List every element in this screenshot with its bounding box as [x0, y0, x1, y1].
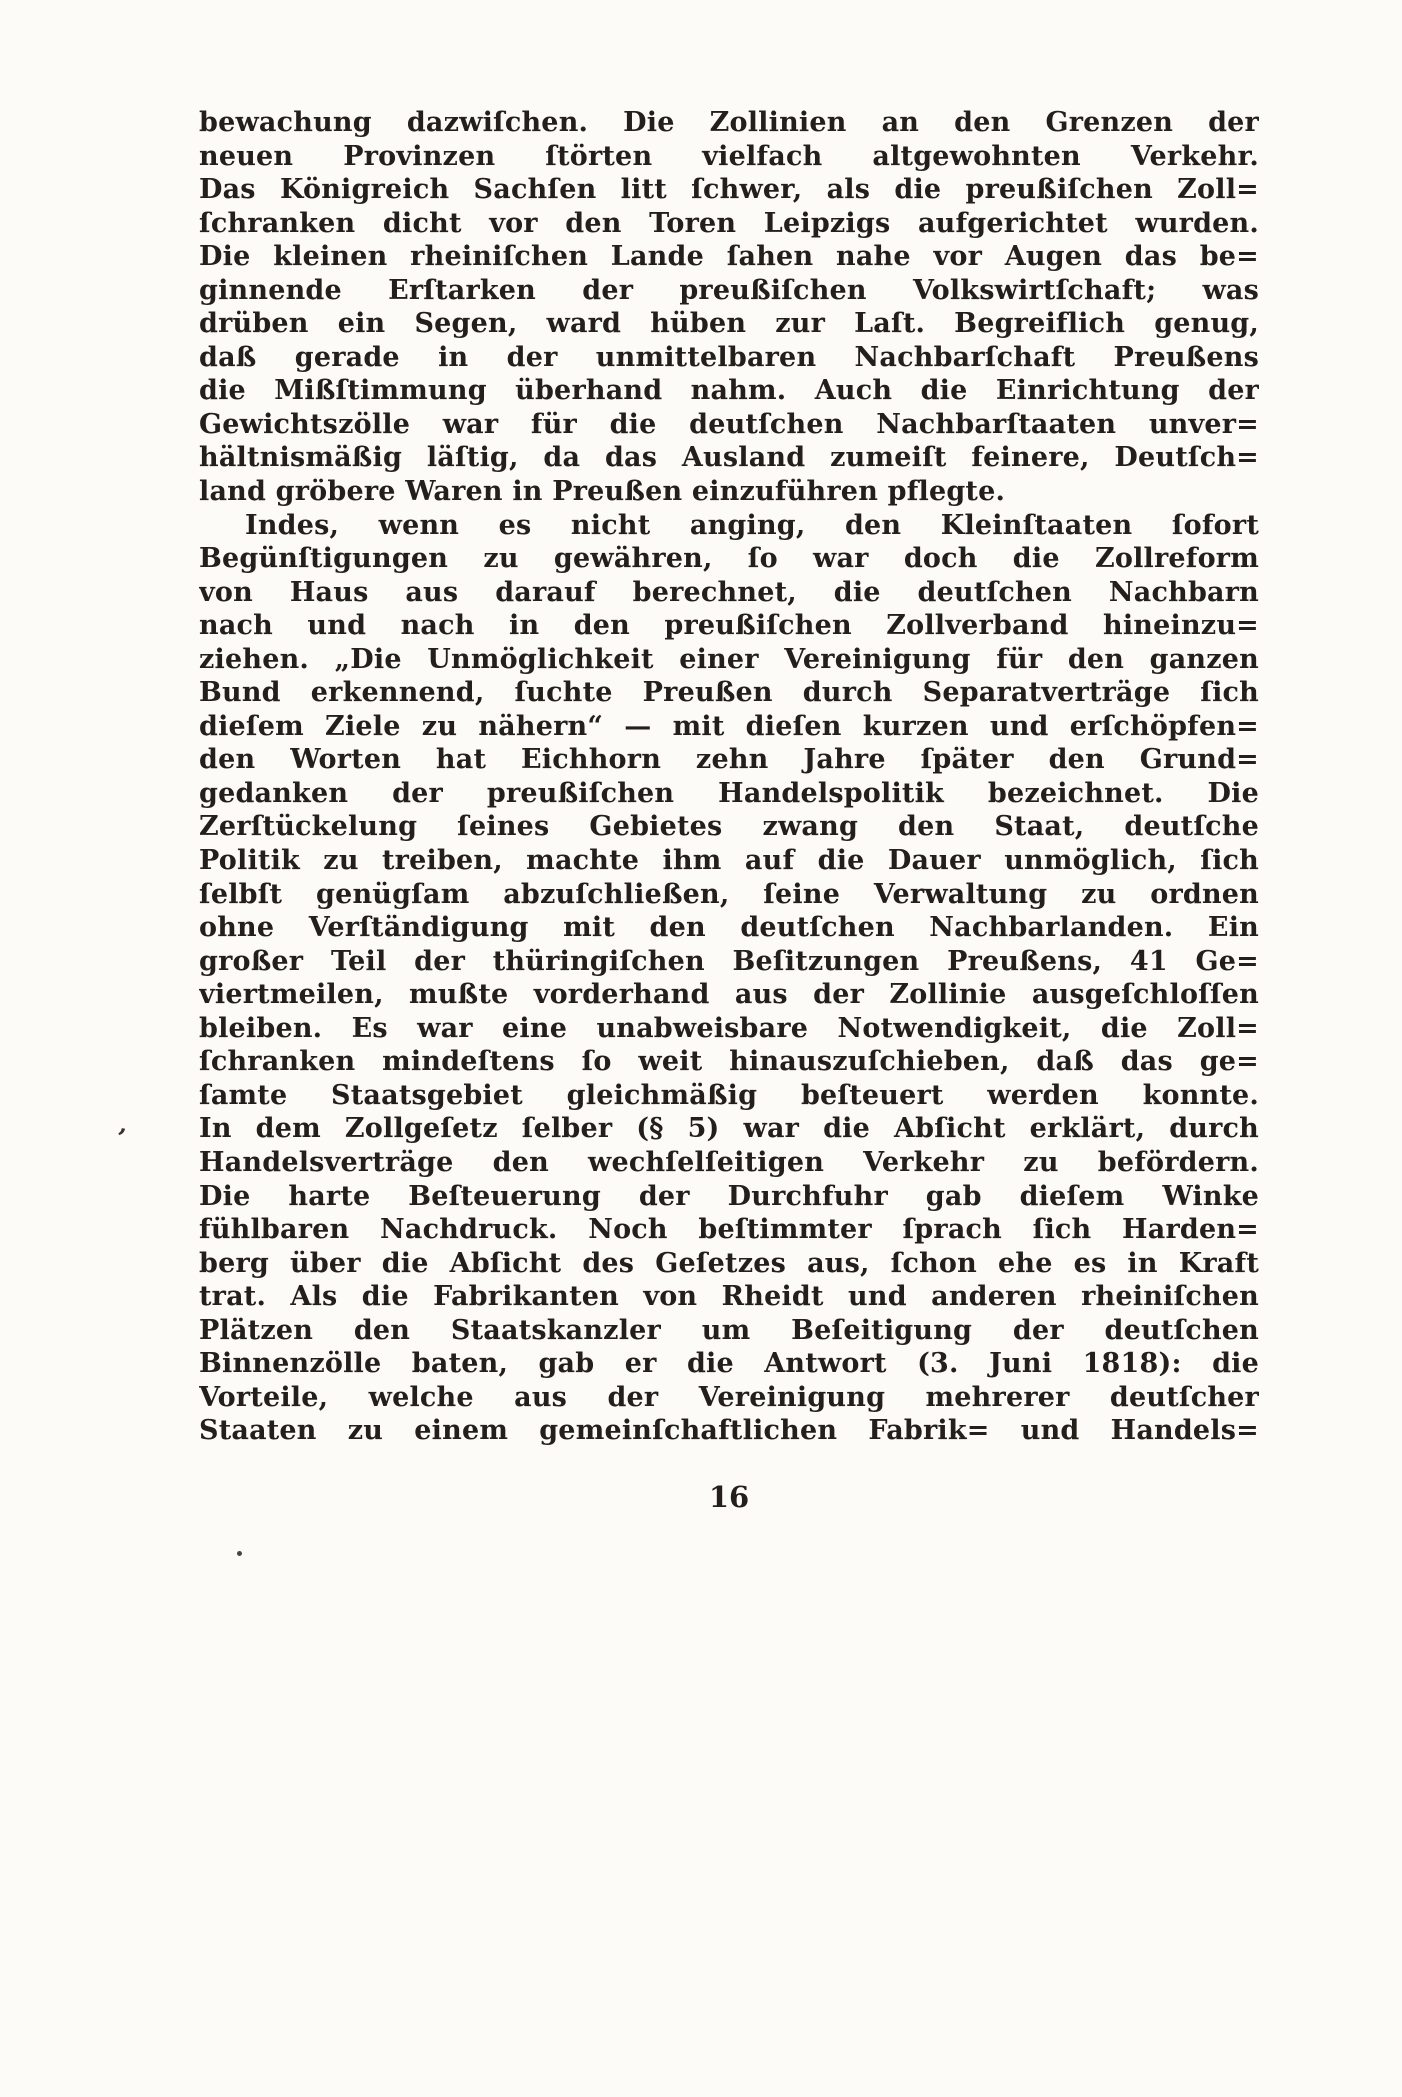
text-line: Staaten zu einem gemeinſchaftlichen Fabrik= und Handels= [199, 1415, 1259, 1447]
text-line: Bund erkennend, ſuchte Preußen durch Separatverträge ſich [199, 677, 1259, 709]
text-line: bewachung dazwiſchen. Die Zollinien an den Grenzen der [199, 107, 1259, 138]
text-line: gedanken der preußiſchen Handelspolitik bezeichnet. Die [199, 777, 1259, 809]
text-line: Die harte Beſteuerung der Durchfuhr gab dieſem Winke [199, 1180, 1259, 1212]
text-line: bleiben. Es war eine unabweisbare Notwendigkeit, die Zoll= [199, 1012, 1259, 1044]
text-line: ſelbſt genügſam abzuſchließen, ſeine Verwaltung zu ordnen [199, 878, 1259, 910]
text-block [199, 106, 1259, 1448]
text-line: den Worten hat Eichhorn zehn Jahre ſpäter den Grund= [199, 744, 1259, 776]
scan-speck [237, 1551, 242, 1556]
text-line: Begünſtigungen zu gewähren, ſo war doch die Zollreform [199, 543, 1259, 575]
text-line: ſamte Staatsgebiet gleichmäßig beſteuert werden konnte. [199, 1079, 1259, 1111]
text-line: trat. Als die Fabrikanten von Rheidt und anderen rheiniſchen [199, 1281, 1259, 1313]
text-line: Plätzen den Staatskanzler um Beſeitigung der deutſchen [199, 1314, 1259, 1346]
text-line: Zerſtückelung ſeines Gebietes zwang den Staat, deutſche [199, 811, 1259, 843]
text-line: land gröbere Waren in Preußen einzuführen pflegte. [199, 476, 1006, 508]
text-line: die Mißſtimmung überhand nahm. Auch die Einrichtung der [199, 375, 1259, 407]
text-line: ohne Verſtändigung mit den deutſchen Nachbarlanden. Ein [199, 912, 1259, 944]
text-line: berg über die Abſicht des Geſetzes aus, ſchon ehe es in Kraft [199, 1247, 1259, 1279]
text-line: Handelsverträge den wechſelſeitigen Verkehr zu befördern. [199, 1146, 1259, 1178]
text-line: Indes, wenn es nicht anging, den Kleinſtaaten ſofort [245, 509, 1259, 541]
text-line: ziehen. „Die Unmöglichkeit einer Vereinigung für den ganzen [199, 643, 1259, 675]
text-line: ſchranken mindeſtens ſo weit hinauszuſchieben, daß das ge= [199, 1046, 1259, 1078]
text-line: neuen Provinzen ſtörten vielfach altgewohnten Verkehr. [199, 140, 1259, 172]
text-line: von Haus aus darauf berechnet, die deutſchen Nachbarn [199, 576, 1259, 608]
text-line: In dem Zollgeſetz ſelber (§ 5) war die Abſicht erklärt, durch [199, 1113, 1259, 1145]
text-line: hältnismäßig läſtig, da das Ausland zumeiſt feinere, Deutſch= [199, 442, 1259, 474]
text-line: fühlbaren Nachdruck. Noch beſtimmter ſprach ſich Harden= [199, 1214, 1259, 1246]
text-line: viertmeilen, mußte vorderhand aus der Zollinie ausgeſchloſſen [199, 979, 1259, 1011]
text-line: drüben ein Segen, ward hüben zur Laſt. Begreiflich genug, [199, 308, 1259, 340]
margin-mark: ’ [112, 1123, 129, 1155]
text-line: ſchranken dicht vor den Toren Leipzigs aufgerichtet wurden. [199, 207, 1259, 239]
text-line: großer Teil der thüringiſchen Beſitzungen Preußens, 41 Ge= [199, 945, 1259, 977]
text-line: nach und nach in den preußiſchen Zollverband hineinzu= [199, 610, 1259, 642]
text-line: ginnende Erſtarken der preußiſchen Volkswirtſchaft; was [199, 274, 1259, 306]
text-line: Politik zu treiben, machte ihm auf die Dauer unmöglich, ſich [199, 845, 1259, 877]
text-line: Binnenzölle baten, gab er die Antwort (3. Juni 1818): die [199, 1348, 1259, 1380]
page-number: 16 [708, 1480, 750, 1514]
text-line: daß gerade in der unmittelbaren Nachbarſchaft Preußens [199, 341, 1259, 373]
text-line: dieſem Ziele zu nähern“ — mit dieſen kurzen und erſchöpfen= [199, 710, 1259, 742]
text-line: Vorteile, welche aus der Vereinigung mehrerer deutſcher [199, 1381, 1259, 1413]
text-line: Gewichtszölle war für die deutſchen Nachbarſtaaten unver= [199, 408, 1259, 440]
text-line: Das Königreich Sachſen litt ſchwer, als die preußiſchen Zoll= [199, 174, 1259, 206]
text-line: Die kleinen rheiniſchen Lande ſahen nahe vor Augen das be= [199, 241, 1259, 273]
